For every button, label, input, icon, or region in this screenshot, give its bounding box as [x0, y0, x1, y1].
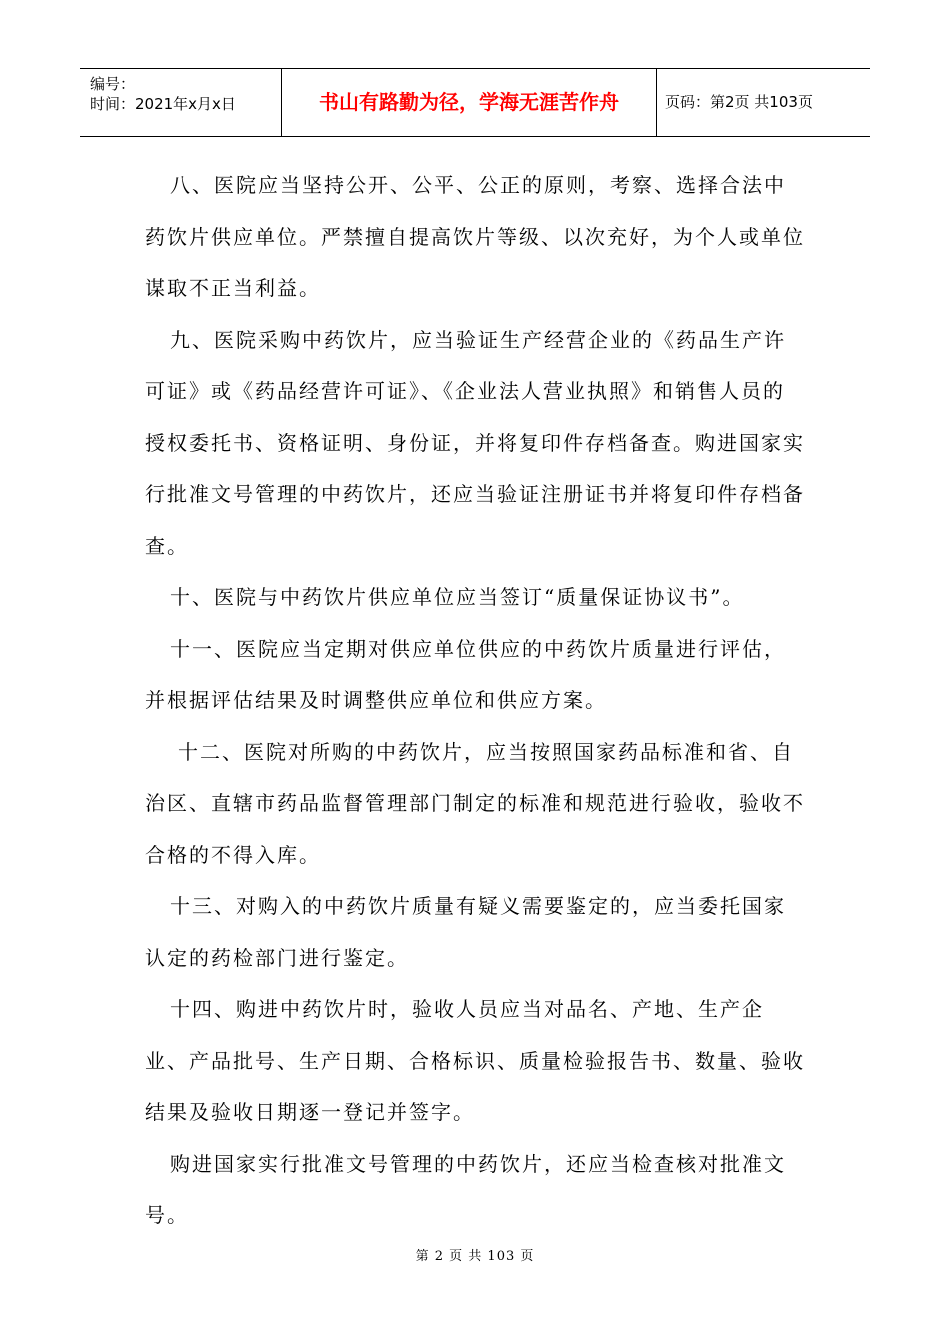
paragraph-11: 十一、医院应当定期对供应单位供应的中药饮片质量进行评估，并根据评估结果及时调整供应单位和供应方案。: [145, 636, 786, 712]
paragraph-9: 九、医院采购中药饮片，应当验证生产经营企业的《药品生产许可证》或《药品经营许可证》、《企业法人营业执照》和销售人员的授权委托书、资格证明、身份证，并将复印件存档备查。购进国家实行批准文号管理的中药饮片，还应当验证注册证书并将复印件存档备查。: [145, 327, 805, 558]
paragraph-14-note: 购进国家实行批准文号管理的中药饮片，还应当检查核对批准文号。: [145, 1151, 786, 1227]
paragraph-8: 八、医院应当坚持公开、公平、公正的原则，考察、选择合法中药饮片供应单位。严禁擅自提高饮片等级、以次充好，为个人或单位谋取不正当利益。: [145, 173, 805, 300]
header-page-info: 页码：第2页 共103页: [665, 93, 813, 111]
page-header: [80, 68, 870, 137]
paragraph-10: 十、医院与中药饮片供应单位应当签订“质量保证协议书”。: [170, 585, 745, 609]
header-motto: 书山有路勤为径，学海无涯苦作舟: [282, 69, 657, 136]
page-footer: 第 2 页 共 103 页: [415, 1249, 535, 1264]
document-number-label: 编号：: [90, 75, 136, 93]
paragraph-13: 十三、对购入的中药饮片质量有疑义需要鉴定的，应当委托国家认定的药检部门进行鉴定。: [145, 894, 786, 970]
paragraph-12: 十二、医院对所购的中药饮片，应当按照国家药品标准和省、自治区、直辖市药品监督管理部门制定的标准和规范进行验收，验收不合格的不得入库。: [145, 739, 805, 867]
paragraph-14: 十四、购进中药饮片时，验收人员应当对品名、产地、生产企业、产品批号、生产日期、合格标识、质量检验报告书、数量、验收结果及验收日期逐一登记并签字。: [145, 997, 805, 1124]
document-body: [145, 160, 805, 1242]
document-time-label: 时间：2021年x月x日: [90, 95, 236, 113]
header-meta-cell: [80, 69, 282, 136]
